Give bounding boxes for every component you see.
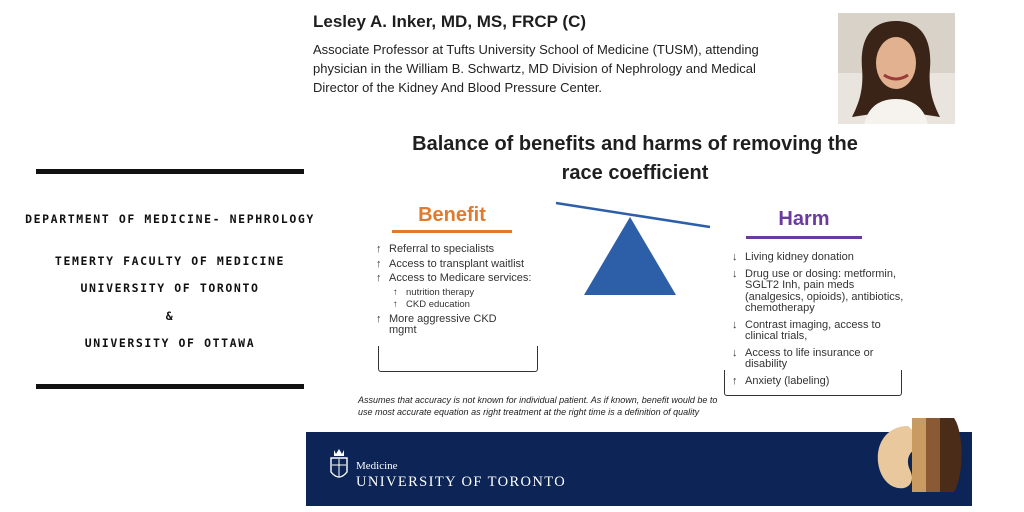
title-line: race coefficient bbox=[561, 162, 709, 184]
scale-fulcrum bbox=[584, 217, 676, 295]
slide-title bbox=[340, 130, 930, 188]
banner-medicine-label: Medicine bbox=[356, 460, 398, 472]
left-panel bbox=[0, 0, 340, 512]
item-text: nutrition therapy bbox=[406, 286, 475, 298]
item-text: Access to transplant waitlist bbox=[389, 257, 525, 270]
slide bbox=[340, 124, 974, 436]
up-arrow-icon: ↑ bbox=[732, 374, 738, 387]
bio-line: Director of the Kidney And Blood Pressure Center. bbox=[313, 80, 603, 95]
benefit-list bbox=[376, 244, 556, 337]
faculty-label: TEMERTY FACULTY OF MEDICINE bbox=[54, 254, 286, 268]
kidney-logo-icon bbox=[868, 418, 964, 498]
down-arrow-icon: ↓ bbox=[732, 267, 738, 280]
list-subitem bbox=[376, 287, 556, 299]
ampersand-label: & bbox=[165, 309, 175, 323]
list-item bbox=[732, 320, 902, 343]
university-crest-icon bbox=[328, 446, 350, 484]
item-text: Living kidney donation bbox=[745, 251, 854, 263]
item-text: Anxiety (labeling) bbox=[745, 374, 830, 387]
up-arrow-icon: ↑ bbox=[393, 286, 398, 298]
harm-heading: Harm bbox=[778, 208, 830, 230]
up-arrow-icon: ↑ bbox=[393, 298, 398, 310]
down-arrow-icon: ↓ bbox=[732, 318, 738, 331]
uoft-banner bbox=[306, 432, 972, 506]
bio-line: physician in the William B. Schwartz, MD Division of Nephrology and Medical bbox=[313, 61, 756, 76]
item-text: Drug use or dosing: metformin, SGLT2 Inh, pain meds (analgesics, opioids), antibiotics, chemotherapy bbox=[745, 267, 904, 314]
list-item bbox=[732, 348, 892, 371]
list-item bbox=[376, 259, 556, 271]
benefit-underline bbox=[392, 230, 512, 233]
slide-footnote: Assumes that accuracy is not known for individual patient. As if known, benefit would be to use most accurate equation as right treatment at the right time is a definition of quality bbox=[358, 395, 718, 417]
speaker-name: Lesley A. Inker, MD, MS, FRCP (C) bbox=[313, 12, 587, 31]
title-line: Balance of benefits and harms of removing the bbox=[412, 133, 858, 155]
item-text: Access to Medicare services: bbox=[389, 272, 532, 284]
up-arrow-icon: ↑ bbox=[376, 243, 382, 255]
speaker-photo bbox=[838, 13, 955, 125]
list-item bbox=[732, 252, 912, 264]
list-item bbox=[376, 273, 556, 285]
up-arrow-icon: ↑ bbox=[376, 257, 382, 270]
item-text: More aggressive CKD mgmt bbox=[389, 312, 497, 336]
speaker-bio bbox=[313, 40, 823, 97]
up-arrow-icon: ↑ bbox=[376, 312, 382, 325]
department-label: DEPARTMENT OF MEDICINE- NEPHROLOGY bbox=[25, 212, 315, 226]
harm-underline bbox=[746, 236, 862, 239]
bio-line: Associate Professor at Tufts University School of Medicine (TUSM), attending bbox=[313, 42, 759, 57]
banner-university-label: UNIVERSITY OF TORONTO bbox=[356, 474, 567, 490]
down-arrow-icon: ↓ bbox=[732, 346, 738, 359]
benefit-heading: Benefit bbox=[418, 204, 486, 226]
list-item bbox=[376, 244, 556, 256]
balance-scale bbox=[552, 199, 716, 299]
harm-bracket bbox=[724, 370, 902, 396]
down-arrow-icon: ↓ bbox=[732, 251, 738, 263]
item-text: Contrast imaging, access to clinical trials, bbox=[745, 318, 881, 342]
benefit-bracket bbox=[378, 346, 538, 372]
university-toronto-label: UNIVERSITY OF TORONTO bbox=[80, 281, 260, 295]
list-subitem bbox=[376, 299, 556, 311]
university-ottawa-label: UNIVERSITY OF OTTAWA bbox=[84, 336, 256, 350]
list-item bbox=[376, 314, 526, 337]
bottom-divider bbox=[36, 384, 304, 389]
top-divider bbox=[36, 169, 304, 174]
item-text: Access to life insurance or disability bbox=[745, 346, 874, 370]
harm-list bbox=[732, 252, 912, 387]
item-text: Referral to specialists bbox=[389, 243, 495, 255]
up-arrow-icon: ↑ bbox=[376, 272, 382, 284]
list-item bbox=[732, 269, 912, 315]
item-text: CKD education bbox=[406, 298, 470, 310]
